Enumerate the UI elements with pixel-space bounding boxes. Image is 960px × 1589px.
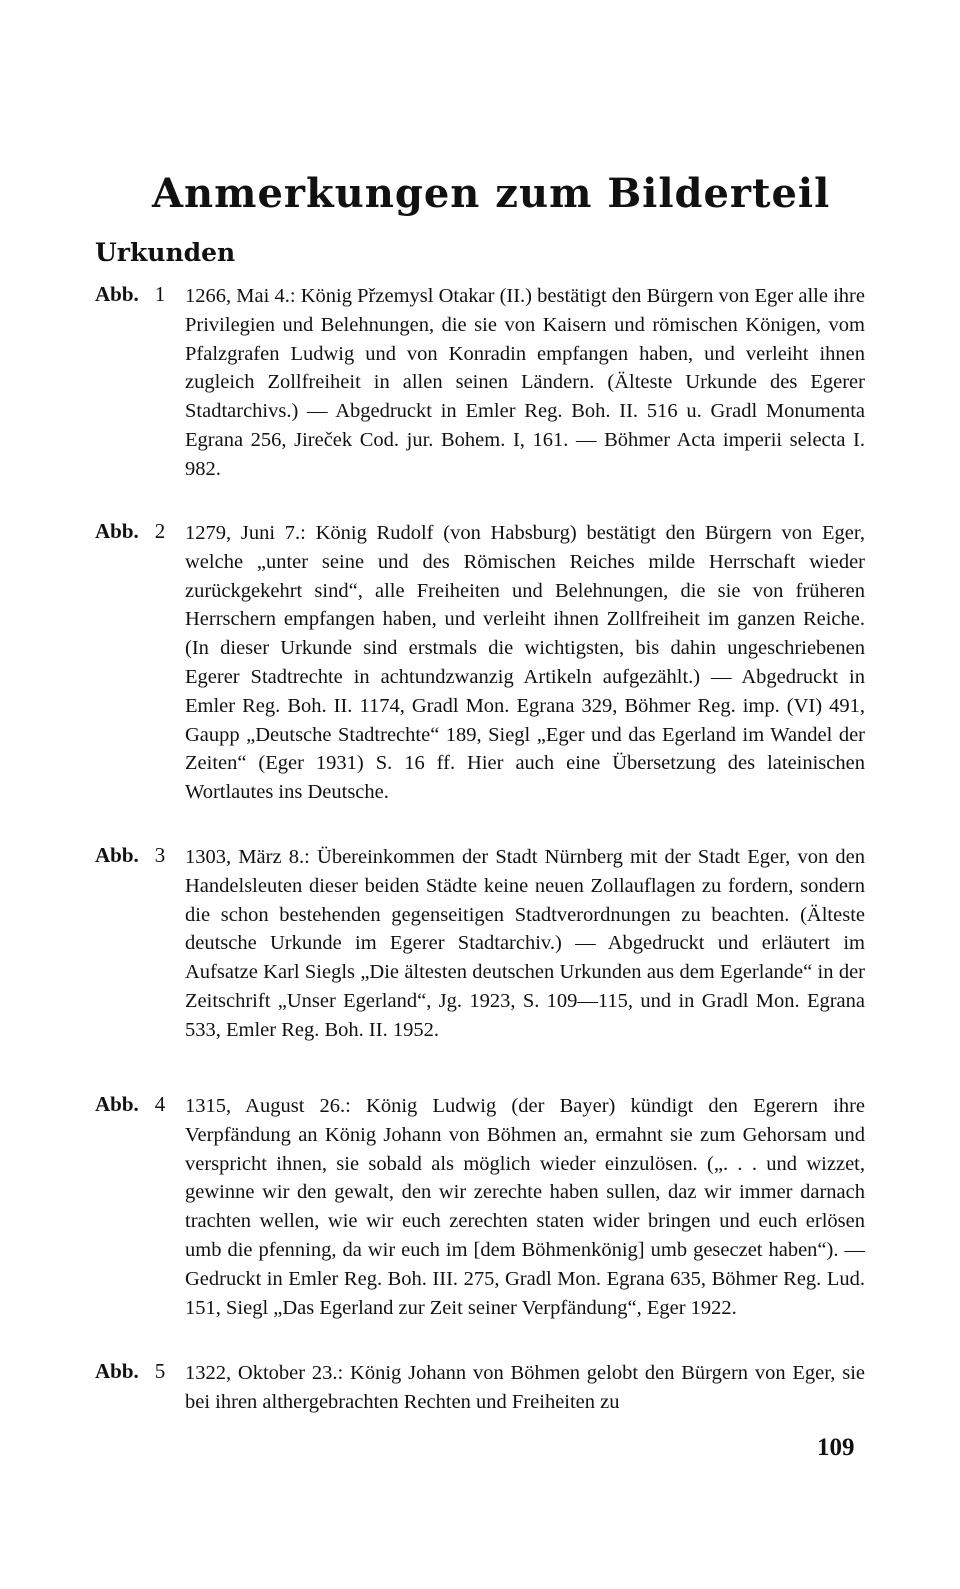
entry-label bbox=[95, 1092, 185, 1117]
section-heading: Urkunden bbox=[95, 238, 236, 267]
entry-text: 1315, August 26.: König Ludwig (der Bayer) kündigt den Egerern ihre Verpfändung an König Johann von Böhmen an, ermahnt sie zum Gehorsam und verspricht ihnen, sie sobald als möglich wieder einzulösen. („. . . und wizzet, gewinne wir den gewalt, den wir zerechte haben sullen, daz wir immer darnach trachten wellen, wie wir euch zerechten staten wider bringen und euch erlösen umb die pfenning, da wir euch im [dem Böhmenkönig] umb geseczet haben“). — Gedruckt in Emler Reg. Boh. III. 275, Gradl Mon. Egrana 635, Böhmer Reg. Lud. 151, Siegl „Das Egerland zur Zeit seiner Verpfändung“, Eger 1922. bbox=[185, 1095, 865, 1319]
figure-number: 5 bbox=[154, 1359, 166, 1383]
entry-label bbox=[95, 519, 185, 544]
entry-text: 1322, Oktober 23.: König Johann von Böhmen gelobt den Bürgern von Eger, sie bei ihren althergebrachten Rechten und Freiheiten zu bbox=[185, 1362, 865, 1413]
entry-text: 1266, Mai 4.: König Přzemysl Otakar (II.) bestätigt den Bürgern von Eger alle ihre Privilegien und Belehnungen, die sie von Kaisern und römischen Königen, vom Pfalzgrafen Ludwig und von Konradin empfangen haben, und verleiht ihnen zugleich Zollfreiheit in allen seinen Ländern. (Älteste Urkunde des Egerer Stadtarchivs.) — Abgedruckt in Emler Reg. Boh. II. 516 u. Gradl Monumenta Egrana 256, Jireček Cod. jur. Bohem. I, 161. — Böhmer Acta imperii selecta I. 982. bbox=[185, 285, 865, 480]
figure-number: 3 bbox=[154, 843, 166, 867]
entry-abb-4 bbox=[95, 1092, 865, 1322]
abb-abbreviation: Abb. bbox=[95, 519, 139, 543]
entry-abb-5 bbox=[95, 1359, 865, 1417]
abb-abbreviation: Abb. bbox=[95, 843, 139, 867]
abb-abbreviation: Abb. bbox=[95, 282, 139, 306]
entry-label bbox=[95, 843, 185, 868]
page-title: Anmerkungen zum Bilderteil bbox=[152, 170, 831, 217]
entry-label bbox=[95, 1359, 185, 1384]
abb-abbreviation: Abb. bbox=[95, 1359, 139, 1383]
figure-number: 4 bbox=[154, 1092, 166, 1116]
page-number: 109 bbox=[817, 1434, 855, 1461]
entry-text: 1303, März 8.: Übereinkommen der Stadt Nürnberg mit der Stadt Eger, von den Handelsleuten dieser beiden Städte keine neuen Zollauflagen zu fordern, sondern die schon bestehenden gegenseitigen Stadtverordnungen zu beachten. (Älteste deutsche Urkunde im Egerer Stadtarchiv.) — Abgedruckt und erläutert im Aufsatze Karl Siegls „Die ältesten deutschen Urkunden aus dem Egerlande“ in der Zeitschrift „Unser Egerland“, Jg. 1923, S. 109—115, und in Gradl Mon. Egrana 533, Emler Reg. Boh. II. 1952. bbox=[185, 846, 865, 1041]
figure-number: 1 bbox=[154, 282, 166, 306]
figure-number: 2 bbox=[154, 519, 166, 543]
abb-abbreviation: Abb. bbox=[95, 1092, 139, 1116]
entry-abb-1 bbox=[95, 282, 865, 484]
entry-text: 1279, Juni 7.: König Rudolf (von Habsburg) bestätigt den Bürgern von Eger, welche „unter seine und des Römischen Reiches milde Herrschaft wieder zurückgekehrt sind“, alle Freiheiten und Belehnungen, die sie von früheren Herrschern empfangen haben, und verleiht ihnen Zollfreiheit im ganzen Reiche. (In dieser Urkunde sind erstmals die wichtigsten, bis dahin ungeschriebenen Egerer Stadtrechte in achtundzwanzig Artikeln aufgezählt.) — Abgedruckt in Emler Reg. Boh. II. 1174, Gradl Mon. Egrana 329, Böhmer Reg. imp. (VI) 491, Gaupp „Deutsche Stadtrechte“ 189, Siegl „Eger und das Egerland im Wandel der Zeiten“ (Eger 1931) S. 16 ff. Hier auch eine Übersetzung des lateinischen Wortlautes ins Deutsche. bbox=[185, 522, 865, 804]
entry-abb-3 bbox=[95, 843, 865, 1045]
entry-abb-2 bbox=[95, 519, 865, 807]
entry-label bbox=[95, 282, 185, 307]
